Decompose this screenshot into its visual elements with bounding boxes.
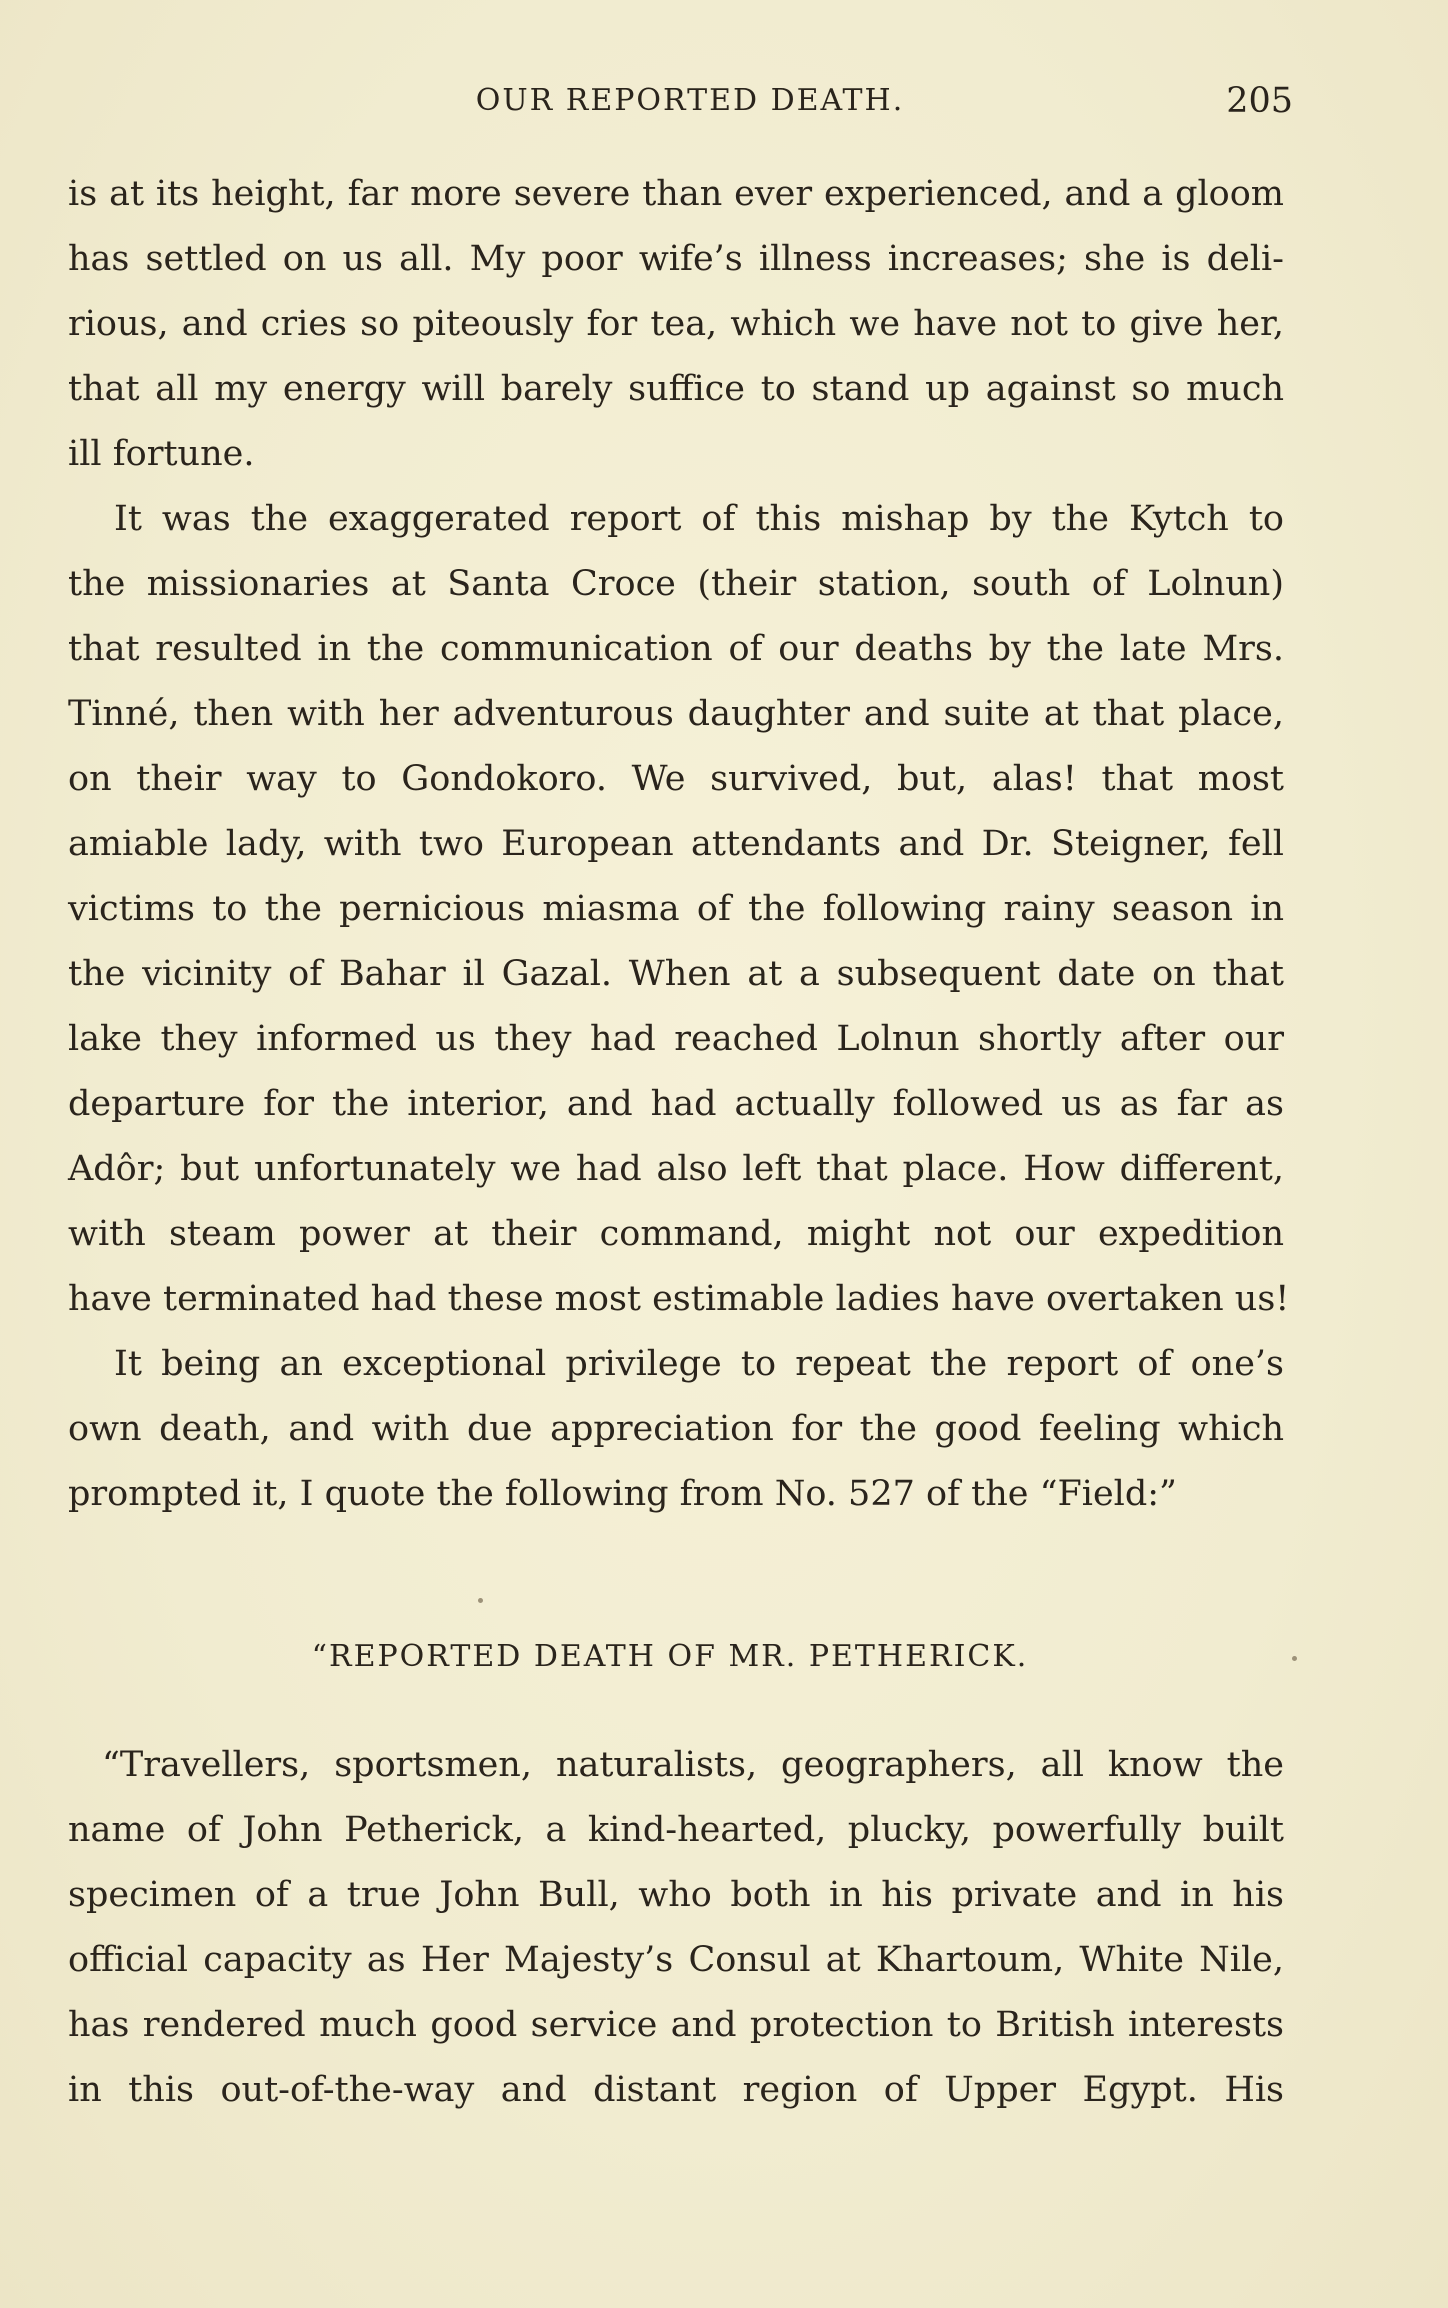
text-line: Tinné, then with her adventurous daughter and suite at that place,: [68, 694, 1284, 734]
quote-heading: “REPORTED DEATH OF MR. PETHERICK.: [311, 1639, 1029, 1674]
print-speck: [1292, 1656, 1297, 1661]
text-line: has rendered much good service and protection to British interests: [68, 2005, 1284, 2045]
text-line: have terminated had these most estimable ladies have overtaken us!: [68, 1279, 1290, 1319]
text-line: lake they informed us they had reached Lolnun shortly after our: [68, 1019, 1284, 1059]
text-line: the vicinity of Bahar il Gazal. When at a subsequent date on that: [68, 954, 1284, 994]
body-text-bottom: [68, 1733, 1284, 2123]
text-line: “Travellers, sportsmen, naturalists, geographers, all know the: [102, 1745, 1284, 1785]
text-line: that resulted in the communication of our deaths by the late Mrs.: [68, 629, 1284, 669]
page-number: 205: [1226, 81, 1293, 121]
running-head: [0, 76, 1448, 126]
text-line: own death, and with due appreciation for the good feeling which: [68, 1409, 1284, 1449]
text-line: name of John Petherick, a kind-hearted, plucky, powerfully built: [68, 1810, 1284, 1850]
text-line: prompted it, I quote the following from No. 527 of the “Field:”: [68, 1474, 1177, 1514]
text-line: has settled on us all. My poor wife’s illness increases; she is deli-: [68, 239, 1284, 279]
text-line: ill fortune.: [68, 434, 255, 474]
text-line: in this out-of-the-way and distant region of Upper Egypt. His: [68, 2070, 1284, 2110]
text-line: victims to the pernicious miasma of the following rainy season in: [68, 889, 1284, 929]
text-line: amiable lady, with two European attendants and Dr. Steigner, fell: [68, 824, 1284, 864]
text-line: specimen of a true John Bull, who both in his private and in his: [68, 1875, 1284, 1915]
text-line: the missionaries at Santa Croce (their station, south of Lolnun): [68, 564, 1284, 604]
body-text-top: [68, 162, 1290, 1527]
print-speck: [478, 1598, 483, 1603]
text-line: Adôr; but unfortunately we had also left that place. How different,: [68, 1149, 1284, 1189]
text-line: with steam power at their command, might not our expedition: [68, 1214, 1284, 1254]
text-line: is at its height, far more severe than ever experienced, and a gloom: [68, 174, 1284, 214]
text-line: that all my energy will barely suffice to stand up against so much: [68, 369, 1284, 409]
text-line: It was the exaggerated report of this mishap by the Kytch to: [114, 499, 1284, 539]
text-line: on their way to Gondokoro. We survived, but, alas! that most: [68, 759, 1284, 799]
text-line: It being an exceptional privilege to repeat the report of one’s: [114, 1344, 1284, 1384]
running-title: OUR REPORTED DEATH.: [475, 83, 905, 118]
text-line: rious, and cries so piteously for tea, which we have not to give her,: [68, 304, 1284, 344]
text-line: official capacity as Her Majesty’s Consul at Khartoum, White Nile,: [68, 1940, 1284, 1980]
text-line: departure for the interior, and had actually followed us as far as: [68, 1084, 1284, 1124]
